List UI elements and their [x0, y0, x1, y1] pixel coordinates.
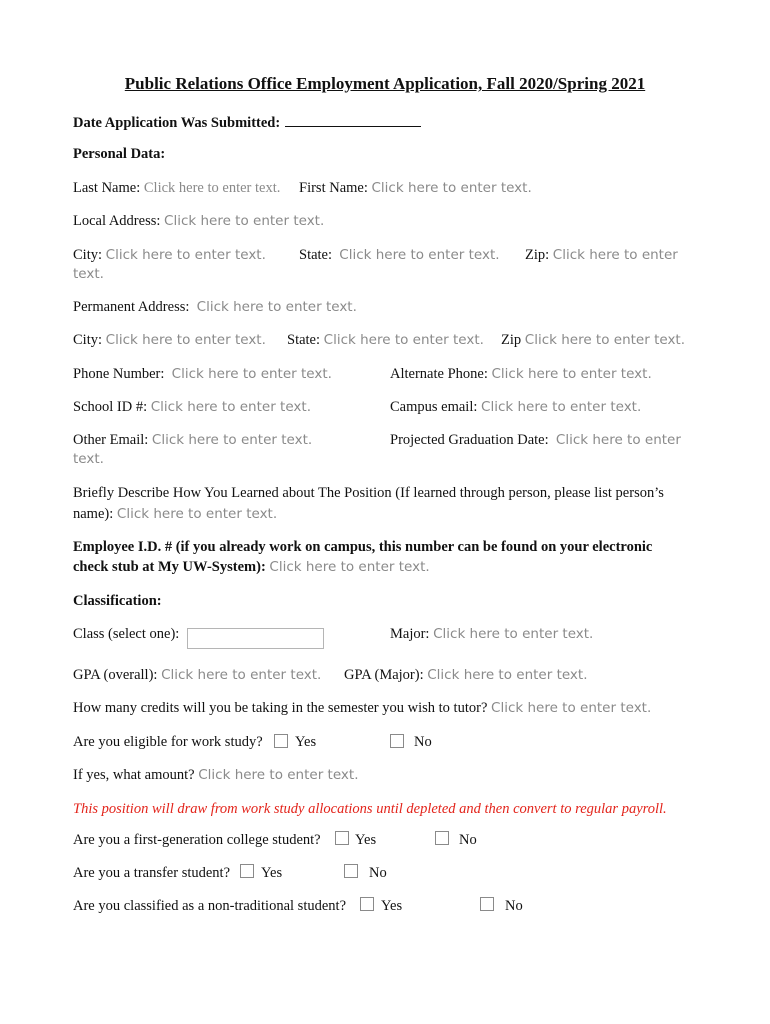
- amount-row: [73, 767, 359, 784]
- local-zip-label: Zip:: [525, 247, 550, 263]
- permanent-state-row: [287, 332, 484, 349]
- credits-row: [73, 700, 651, 717]
- campus-email-row: [390, 399, 641, 416]
- other-email-label: Other Email:: [73, 432, 149, 448]
- work-study-no-checkbox[interactable]: [390, 734, 404, 748]
- permanent-zip-field[interactable]: Click here to enter text.: [524, 332, 686, 348]
- gpa-major-row: [344, 667, 588, 684]
- local-address-field[interactable]: Click here to enter text.: [164, 213, 325, 229]
- first-name-field[interactable]: Click here to enter text.: [371, 180, 532, 196]
- non-traditional-no-checkbox[interactable]: [480, 897, 494, 911]
- work-study-notice: This position will draw from work study allocations until depleted and then convert to regular payroll.: [73, 801, 667, 817]
- local-zip-field-wrap[interactable]: text.: [73, 266, 104, 282]
- work-study-no-label: No: [414, 734, 432, 750]
- employee-id-line1: Employee I.D. # (if you already work on campus, this number can be found on your electronic: [73, 539, 653, 555]
- graduation-row: [390, 432, 681, 449]
- gpa-overall-label: GPA (overall):: [73, 667, 158, 683]
- class-select-dropdown[interactable]: [187, 628, 324, 649]
- credits-field[interactable]: Click here to enter text.: [491, 700, 652, 716]
- page-title: Public Relations Office Employment Application, Fall 2020/Spring 2021: [124, 74, 646, 93]
- briefly-describe-row: [73, 506, 277, 523]
- first-gen-no-checkbox[interactable]: [435, 831, 449, 845]
- date-submitted-line[interactable]: [285, 113, 421, 127]
- first-gen-yes-checkbox[interactable]: [335, 831, 349, 845]
- other-email-row: [73, 432, 312, 449]
- last-name-field[interactable]: Click here to enter text.: [143, 180, 281, 196]
- employee-id-label: check stub at My UW-System):: [73, 559, 266, 575]
- alternate-phone-row: [390, 366, 652, 383]
- first-gen-no-label: No: [459, 832, 477, 848]
- transfer-no-checkbox[interactable]: [344, 864, 358, 878]
- graduation-field-wrap[interactable]: text.: [73, 451, 104, 467]
- gpa-overall-field[interactable]: Click here to enter text.: [161, 667, 322, 683]
- local-state-row: [299, 247, 500, 264]
- employee-id-field[interactable]: Click here to enter text.: [269, 559, 430, 575]
- local-state-field[interactable]: Click here to enter text.: [339, 247, 500, 263]
- permanent-zip-label: Zip: [501, 332, 522, 348]
- work-study-yes-checkbox[interactable]: [274, 734, 288, 748]
- date-submitted-row: [73, 113, 421, 132]
- local-zip-row: [525, 247, 678, 264]
- major-row: [390, 626, 593, 643]
- non-traditional-no-label: No: [505, 898, 523, 914]
- amount-field[interactable]: Click here to enter text.: [198, 767, 359, 783]
- gpa-major-label: GPA (Major):: [344, 667, 424, 683]
- transfer-yes-label: Yes: [261, 865, 283, 881]
- school-id-label: School ID #:: [73, 399, 148, 415]
- transfer-label: Are you a transfer student?: [73, 865, 231, 881]
- non-traditional-yes-label: Yes: [381, 898, 403, 914]
- alternate-phone-label: Alternate Phone:: [390, 366, 488, 382]
- permanent-zip-row: [501, 332, 685, 349]
- local-address-label: Local Address:: [73, 213, 161, 229]
- first-gen-label: Are you a first-generation college student?: [73, 832, 321, 848]
- permanent-address-field[interactable]: Click here to enter text.: [196, 299, 357, 315]
- permanent-address-row: [73, 299, 357, 316]
- personal-data-heading: Personal Data:: [73, 146, 166, 162]
- major-field[interactable]: Click here to enter text.: [433, 626, 594, 642]
- local-city-field[interactable]: Click here to enter text.: [105, 247, 266, 263]
- briefly-describe-field[interactable]: Click here to enter text.: [116, 506, 278, 522]
- work-study-yes-label: Yes: [295, 734, 317, 750]
- classification-heading: Classification:: [73, 593, 162, 609]
- other-email-field[interactable]: Click here to enter text.: [151, 432, 313, 448]
- local-address-row: [73, 213, 324, 230]
- first-name-row: [299, 180, 532, 197]
- briefly-describe-label: name):: [73, 506, 114, 522]
- non-traditional-yes-checkbox[interactable]: [360, 897, 374, 911]
- alternate-phone-field[interactable]: Click here to enter text.: [491, 366, 652, 382]
- employee-id-row: [73, 559, 430, 576]
- first-name-label: First Name:: [299, 180, 368, 196]
- credits-label: How many credits will you be taking in the semester you wish to tutor?: [73, 700, 488, 716]
- graduation-label: Projected Graduation Date:: [390, 432, 549, 448]
- campus-email-label: Campus email:: [390, 399, 478, 415]
- permanent-city-label: City:: [73, 332, 103, 348]
- transfer-no-label: No: [369, 865, 387, 881]
- phone-field[interactable]: Click here to enter text.: [171, 366, 332, 382]
- non-traditional-label: Are you classified as a non-traditional student?: [73, 898, 347, 914]
- gpa-overall-row: [73, 667, 321, 684]
- campus-email-field[interactable]: Click here to enter text.: [481, 399, 642, 415]
- permanent-state-field[interactable]: Click here to enter text.: [323, 332, 484, 348]
- gpa-major-field[interactable]: Click here to enter text.: [427, 667, 588, 683]
- local-zip-field[interactable]: Click here to enter: [552, 247, 678, 263]
- transfer-yes-checkbox[interactable]: [240, 864, 254, 878]
- date-submitted-label: Date Application Was Submitted:: [73, 115, 281, 131]
- graduation-field[interactable]: Click here to enter: [555, 432, 681, 448]
- phone-label: Phone Number:: [73, 366, 165, 382]
- permanent-city-field[interactable]: Click here to enter text.: [105, 332, 266, 348]
- permanent-city-row: [73, 332, 266, 349]
- last-name-row: [73, 180, 280, 197]
- local-city-row: [73, 247, 266, 264]
- phone-row: [73, 366, 332, 383]
- local-city-label: City:: [73, 247, 103, 263]
- major-label: Major:: [390, 626, 430, 642]
- briefly-describe-line1: Briefly Describe How You Learned about The Position (If learned through person, please list person’s: [73, 485, 664, 501]
- class-select-label: Class (select one):: [73, 626, 180, 642]
- work-study-label: Are you eligible for work study?: [73, 734, 263, 750]
- amount-label: If yes, what amount?: [73, 767, 195, 783]
- school-id-field[interactable]: Click here to enter text.: [150, 399, 311, 415]
- permanent-state-label: State:: [287, 332, 321, 348]
- permanent-address-label: Permanent Address:: [73, 299, 190, 315]
- first-gen-yes-label: Yes: [355, 832, 377, 848]
- school-id-row: [73, 399, 311, 416]
- local-state-label: State:: [299, 247, 333, 263]
- last-name-label: Last Name:: [73, 180, 141, 196]
